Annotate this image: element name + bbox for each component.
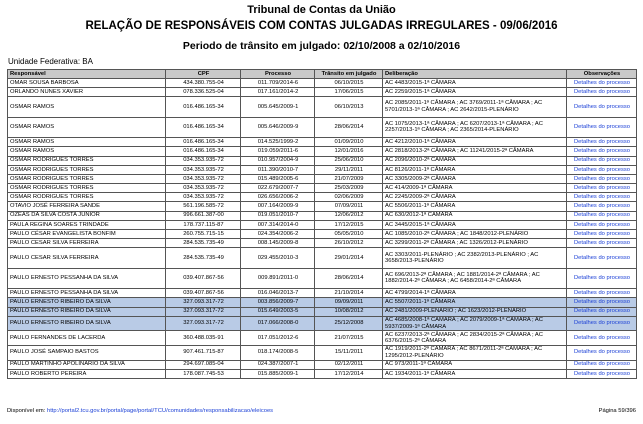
- table-row: [8, 220, 637, 229]
- cell-detalhes-link[interactable]: Detalhes do processo: [567, 239, 637, 248]
- cell-responsavel: OSMAR RAMOS: [8, 147, 166, 156]
- cell-processo: 008.145/2009-8: [241, 239, 315, 248]
- cell-transito: 17/12/2014: [315, 369, 383, 378]
- cell-cpf: 260.755.715-15: [166, 230, 241, 239]
- col-header-deliberacao: Deliberação: [383, 70, 567, 79]
- cell-responsavel: OSMAR RAMOS: [8, 97, 166, 117]
- cell-detalhes-link[interactable]: Detalhes do processo: [567, 307, 637, 316]
- cell-responsavel: PAULO JOSÉ SAMPAIO BASTOS: [8, 345, 166, 360]
- cell-responsavel: PAULA REGINA SOARES TRINDADE: [8, 220, 166, 229]
- table-row: [8, 360, 637, 369]
- cell-processo: 017.066/2008-0: [241, 316, 315, 331]
- cell-cpf: 016.486.165-34: [166, 138, 241, 147]
- cell-detalhes-link[interactable]: Detalhes do processo: [567, 289, 637, 298]
- cell-cpf: 294.697.085-04: [166, 360, 241, 369]
- cell-transito: 06/10/2013: [315, 97, 383, 117]
- col-header-observacoes: Observações: [567, 70, 637, 79]
- cell-detalhes-link[interactable]: Detalhes do processo: [567, 79, 637, 88]
- cell-cpf: 034.353.935-72: [166, 174, 241, 183]
- cell-detalhes-link[interactable]: Detalhes do processo: [567, 248, 637, 268]
- footer-source: [7, 408, 273, 414]
- cell-deliberacao: AC 8126/2011-1ª CÂMARA: [383, 165, 567, 174]
- cell-processo: 014.525/1999-2: [241, 138, 315, 147]
- cell-cpf: 034.353.935-72: [166, 184, 241, 193]
- cell-transito: 29/01/2014: [315, 248, 383, 268]
- cell-responsavel: PAULO ERNESTO RIBEIRO DA SILVA: [8, 298, 166, 307]
- cell-cpf: 016.486.165-34: [166, 147, 241, 156]
- col-header-responsavel: Responsável: [8, 70, 166, 79]
- cell-cpf: 034.353.935-72: [166, 156, 241, 165]
- cell-deliberacao: AC 2096/2010-2ª CÂMARA: [383, 156, 567, 165]
- cell-transito: 01/09/2010: [315, 138, 383, 147]
- cell-cpf: 327.093.317-72: [166, 298, 241, 307]
- cell-detalhes-link[interactable]: Detalhes do processo: [567, 117, 637, 137]
- cell-detalhes-link[interactable]: Detalhes do processo: [567, 138, 637, 147]
- cell-detalhes-link[interactable]: Detalhes do processo: [567, 298, 637, 307]
- cell-deliberacao: AC 630/2012-1ª CÂMARA: [383, 211, 567, 220]
- cell-transito: 25/06/2010: [315, 156, 383, 165]
- cell-detalhes-link[interactable]: Detalhes do processo: [567, 345, 637, 360]
- cell-transito: 25/12/2008: [315, 316, 383, 331]
- table-row: [8, 156, 637, 165]
- cell-cpf: 178.087.745-53: [166, 369, 241, 378]
- cell-detalhes-link[interactable]: Detalhes do processo: [567, 211, 637, 220]
- cell-deliberacao: AC 696/2013-2ª CÂMARA ; AC 1881/2014-2ª CÂMARA ; AC 1882/2014-2ª CÂMARA ; AC 6458/2014-2ª CÂMARA: [383, 268, 567, 288]
- table-row: [8, 117, 637, 137]
- responsaveis-table-container: [7, 69, 636, 379]
- responsaveis-table: [7, 69, 637, 379]
- table-row: [8, 174, 637, 183]
- table-row: [8, 298, 637, 307]
- cell-responsavel: OSMAR RODRIGUES TORRES: [8, 165, 166, 174]
- cell-detalhes-link[interactable]: Detalhes do processo: [567, 193, 637, 202]
- cell-cpf: 284.535.735-49: [166, 248, 241, 268]
- cell-cpf: 360.488.035-91: [166, 331, 241, 346]
- cell-processo: 019.051/2010-7: [241, 211, 315, 220]
- table-row: [8, 316, 637, 331]
- period-subtitle: Periodo de trânsito em julgado: 02/10/2008 a 02/10/2016: [182, 40, 461, 52]
- table-header-row: [8, 70, 637, 79]
- table-row: [8, 202, 637, 211]
- table-row: [8, 211, 637, 220]
- cell-cpf: 039.407.867-56: [166, 268, 241, 288]
- cell-transito: 28/06/2014: [315, 268, 383, 288]
- cell-deliberacao: AC 1085/2010-2ª CÂMARA ; AC 1848/2012-PLENÁRIO: [383, 230, 567, 239]
- cell-processo: 005.645/2009-1: [241, 97, 315, 117]
- cell-detalhes-link[interactable]: Detalhes do processo: [567, 369, 637, 378]
- cell-transito: 05/05/2010: [315, 230, 383, 239]
- cell-deliberacao: AC 1075/2013-1ª CÂMARA ; AC 6207/2013-1ª CÂMARA ; AC 2257/2013-1ª CÂMARA ; AC 2365/2014-PLENÁRIO: [383, 117, 567, 137]
- cell-responsavel: OMAR SOUSA BARBOSA: [8, 79, 166, 88]
- page-number: Página 59/396: [598, 408, 636, 414]
- cell-cpf: 996.661.387-00: [166, 211, 241, 220]
- cell-processo: 010.957/2004-9: [241, 156, 315, 165]
- cell-deliberacao: AC 2259/2015-1ª CÂMARA: [383, 88, 567, 97]
- cell-processo: 018.174/2008-5: [241, 345, 315, 360]
- cell-detalhes-link[interactable]: Detalhes do processo: [567, 165, 637, 174]
- cell-responsavel: OSMAR RODRIGUES TORRES: [8, 174, 166, 183]
- table-row: [8, 239, 637, 248]
- footer-prefix: Disponível em:: [7, 408, 46, 414]
- cell-transito: 21/07/2015: [315, 331, 383, 346]
- cell-responsavel: PAULO ERNESTO PESSANHA DA SILVA: [8, 289, 166, 298]
- cell-detalhes-link[interactable]: Detalhes do processo: [567, 174, 637, 183]
- cell-detalhes-link[interactable]: Detalhes do processo: [567, 88, 637, 97]
- cell-detalhes-link[interactable]: Detalhes do processo: [567, 230, 637, 239]
- cell-detalhes-link[interactable]: Detalhes do processo: [567, 360, 637, 369]
- cell-responsavel: PAULO ROBERTO PEREIRA: [8, 369, 166, 378]
- cell-detalhes-link[interactable]: Detalhes do processo: [567, 147, 637, 156]
- cell-transito: 02/12/2011: [315, 360, 383, 369]
- cell-deliberacao: AC 973/2011-1ª CÂMARA: [383, 360, 567, 369]
- cell-processo: 009.891/2011-0: [241, 268, 315, 288]
- cell-responsavel: OSMAR RAMOS: [8, 117, 166, 137]
- cell-transito: 09/09/2011: [315, 298, 383, 307]
- table-body: [8, 79, 637, 379]
- col-header-transito: Trânsito em julgado: [315, 70, 383, 79]
- table-row: [8, 345, 637, 360]
- cell-deliberacao: AC 414/2009-1ª CÂMARA: [383, 184, 567, 193]
- cell-responsavel: ORLANDO NUNES XAVIER: [8, 88, 166, 97]
- cell-processo: 017.161/2014-2: [241, 88, 315, 97]
- document-title: RELAÇÃO DE RESPONSÁVEIS COM CONTAS JULGADAS IRREGULARES - 09/06/2016: [85, 20, 558, 32]
- table-row: [8, 331, 637, 346]
- cell-processo: 015.489/2005-6: [241, 174, 315, 183]
- cell-responsavel: PAULO FERNANDES DE LACERDA: [8, 331, 166, 346]
- federal-unit-label: Unidade Federativa: BA: [8, 57, 93, 66]
- cell-transito: 12/06/2012: [315, 211, 383, 220]
- cell-cpf: 327.093.317-72: [166, 307, 241, 316]
- cell-responsavel: OSMAR RAMOS: [8, 138, 166, 147]
- cell-responsavel: OSMAR RODRIGUES TORRES: [8, 193, 166, 202]
- cell-processo: 015.885/2009-1: [241, 369, 315, 378]
- cell-processo: 024.387/2007-1: [241, 360, 315, 369]
- cell-responsavel: OZEAS DA SILVA COSTA JÚNIOR: [8, 211, 166, 220]
- cell-processo: 024.354/2006-2: [241, 230, 315, 239]
- cell-processo: 011.390/2010-7: [241, 165, 315, 174]
- cell-responsavel: PAULO ERNESTO RIBEIRO DA SILVA: [8, 316, 166, 331]
- cell-responsavel: OSMAR RODRIGUES TORRES: [8, 184, 166, 193]
- cell-processo: 011.709/2014-6: [241, 79, 315, 88]
- table-row: [8, 97, 637, 117]
- table-row: [8, 184, 637, 193]
- cell-cpf: 907.461.715-87: [166, 345, 241, 360]
- cell-deliberacao: AC 5507/2011-1ª CÂMARA: [383, 298, 567, 307]
- cell-detalhes-link[interactable]: Detalhes do processo: [567, 316, 637, 331]
- cell-responsavel: PAULO ERNESTO RIBEIRO DA SILVA: [8, 307, 166, 316]
- cell-transito: 02/06/2009: [315, 193, 383, 202]
- col-header-cpf: CPF: [166, 70, 241, 79]
- cell-detalhes-link[interactable]: Detalhes do processo: [567, 331, 637, 346]
- cell-cpf: 561.196.585-72: [166, 202, 241, 211]
- footer-source-link[interactable]: http://portal2.tcu.gov.br/portal/page/portal/TCU/comunidades/responsabilizacao/eleicoes: [46, 408, 274, 414]
- table-row: [8, 268, 637, 288]
- table-row: [8, 230, 637, 239]
- cell-deliberacao: AC 2245/2009-2ª CÂMARA: [383, 193, 567, 202]
- cell-deliberacao: AC 6237/2013-2ª CÂMARA ; AC 2834/2015-2ª CÂMARA ; AC 6376/2015-2ª CÂMARA: [383, 331, 567, 346]
- cell-responsavel: PAULO CESAR SILVA FERREIRA: [8, 239, 166, 248]
- cell-processo: 005.646/2009-9: [241, 117, 315, 137]
- cell-detalhes-link[interactable]: Detalhes do processo: [567, 156, 637, 165]
- cell-transito: 21/07/2009: [315, 174, 383, 183]
- cell-cpf: 034.353.935-72: [166, 165, 241, 174]
- cell-processo: 019.059/2011-6: [241, 147, 315, 156]
- cell-transito: 26/10/2012: [315, 239, 383, 248]
- cell-processo: 016.046/2013-7: [241, 289, 315, 298]
- table-row: [8, 307, 637, 316]
- cell-transito: 25/03/2009: [315, 184, 383, 193]
- cell-cpf: 016.486.165-34: [166, 117, 241, 137]
- cell-cpf: 434.380.755-04: [166, 79, 241, 88]
- table-row: [8, 147, 637, 156]
- cell-processo: 007.164/2009-9: [241, 202, 315, 211]
- table-row: [8, 193, 637, 202]
- table-row: [8, 79, 637, 88]
- cell-deliberacao: AC 2481/2009-PLENÁRIO ; AC 1623/2012-PLENÁRIO: [383, 307, 567, 316]
- cell-deliberacao: AC 2818/2013-2ª CÂMARA ; AC 11241/2015-2ª CÂMARA: [383, 147, 567, 156]
- cell-processo: 003.856/2009-7: [241, 298, 315, 307]
- cell-deliberacao: AC 4483/2015-1ª CÂMARA: [383, 79, 567, 88]
- cell-detalhes-link[interactable]: Detalhes do processo: [567, 184, 637, 193]
- cell-transito: 17/12/2015: [315, 220, 383, 229]
- cell-detalhes-link[interactable]: Detalhes do processo: [567, 97, 637, 117]
- cell-processo: 029.455/2010-3: [241, 248, 315, 268]
- table-row: [8, 369, 637, 378]
- cell-processo: 007.314/2014-0: [241, 220, 315, 229]
- cell-processo: 017.051/2012-6: [241, 331, 315, 346]
- cell-deliberacao: AC 3305/2009-2ª CÂMARA: [383, 174, 567, 183]
- cell-deliberacao: AC 4212/2010-1ª CÂMARA: [383, 138, 567, 147]
- cell-cpf: 039.407.867-56: [166, 289, 241, 298]
- cell-transito: 15/11/2011: [315, 345, 383, 360]
- cell-processo: 022.679/2007-7: [241, 184, 315, 193]
- org-name: Tribunal de Contas da União: [247, 4, 396, 16]
- cell-processo: 015.649/2003-5: [241, 307, 315, 316]
- cell-transito: 12/01/2016: [315, 147, 383, 156]
- cell-deliberacao: AC 1934/2011-1ª CÂMARA: [383, 369, 567, 378]
- cell-cpf: 284.535.735-49: [166, 239, 241, 248]
- cell-deliberacao: AC 4799/2014-1ª CÂMARA: [383, 289, 567, 298]
- table-row: [8, 138, 637, 147]
- cell-transito: 29/11/2011: [315, 165, 383, 174]
- cell-transito: 28/06/2014: [315, 117, 383, 137]
- col-header-processo: Processo: [241, 70, 315, 79]
- cell-cpf: 016.486.165-34: [166, 97, 241, 117]
- cell-transito: 06/10/2015: [315, 79, 383, 88]
- cell-detalhes-link[interactable]: Detalhes do processo: [567, 220, 637, 229]
- cell-responsavel: OTAVIO JOSÉ FERREIRA SANDE: [8, 202, 166, 211]
- cell-cpf: 178.737.115-87: [166, 220, 241, 229]
- cell-deliberacao: AC 3299/2011-2ª CÂMARA ; AC 1326/2012-PLENÁRIO: [383, 239, 567, 248]
- cell-deliberacao: AC 3445/2015-1ª CÂMARA: [383, 220, 567, 229]
- cell-responsavel: PAULO CESAR SILVA FERREIRA: [8, 248, 166, 268]
- cell-transito: 07/09/2011: [315, 202, 383, 211]
- cell-transito: 10/08/2012: [315, 307, 383, 316]
- cell-cpf: 078.336.525-04: [166, 88, 241, 97]
- table-row: [8, 289, 637, 298]
- cell-deliberacao: AC 2085/2011-1ª CÂMARA ; AC 3769/2011-1ª CÂMARA ; AC 5701/2013-1ª CÂMARA ; AC 2642/2015-PLENÁRIO: [383, 97, 567, 117]
- table-row: [8, 248, 637, 268]
- cell-detalhes-link[interactable]: Detalhes do processo: [567, 202, 637, 211]
- cell-deliberacao: AC 3303/2011-PLENÁRIO ; AC 2382/2013-PLENÁRIO ; AC 3658/2013-PLENÁRIO: [383, 248, 567, 268]
- cell-cpf: 034.353.935-72: [166, 193, 241, 202]
- cell-responsavel: PAULO CÉSAR EVANGELISTA BONFIM: [8, 230, 166, 239]
- table-row: [8, 88, 637, 97]
- cell-transito: 17/06/2015: [315, 88, 383, 97]
- cell-transito: 21/10/2014: [315, 289, 383, 298]
- cell-processo: 026.656/2006-2: [241, 193, 315, 202]
- cell-deliberacao: AC 5506/2011-1ª CÂMARA: [383, 202, 567, 211]
- cell-deliberacao: AC 1919/2011-2ª CÂMARA ; AC 8671/2011-2ª CÂMARA ; AC 1295/2012-PLENÁRIO: [383, 345, 567, 360]
- cell-deliberacao: AC 4685/2008-1ª CÂMARA ; AC 2079/2009-1ª CÂMARA ; AC 5937/2009-1ª CÂMARA: [383, 316, 567, 331]
- cell-responsavel: PAULO ERNESTO PESSANHA DA SILVA: [8, 268, 166, 288]
- cell-cpf: 327.093.317-72: [166, 316, 241, 331]
- table-row: [8, 165, 637, 174]
- cell-detalhes-link[interactable]: Detalhes do processo: [567, 268, 637, 288]
- cell-responsavel: PAULO MARTINHO APOLINÁRIO DA SILVA: [8, 360, 166, 369]
- cell-responsavel: OSMAR RODRIGUES TORRES: [8, 156, 166, 165]
